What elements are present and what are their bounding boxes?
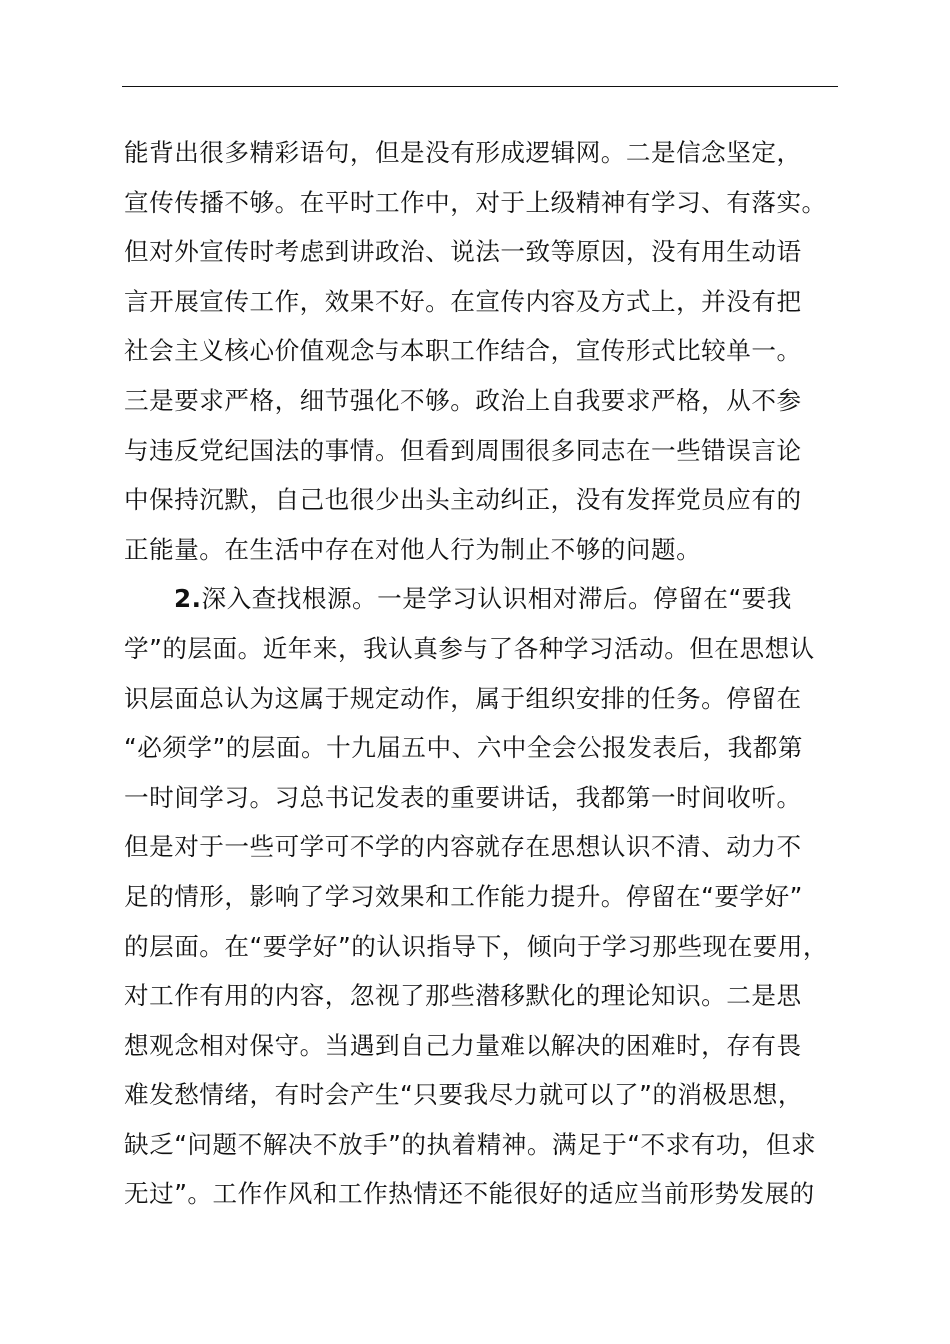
text-line: “必须学”的层面。十九届五中、六中全会公报发表后，我都第 xyxy=(124,733,803,763)
body-text xyxy=(124,128,844,1219)
text-line: 能背出很多精彩语句，但是没有形成逻辑网。二是信念坚定， xyxy=(124,138,802,167)
text-line: 三是要求严格，细节强化不够。政治上自我要求严格，从不参 xyxy=(124,385,802,415)
text-line: 一时间学习。习总书记发表的重要讲话，我都第一时间收听。 xyxy=(124,782,802,812)
text-line: 无过”。工作作风和工作热情还不能很好的适应当前形势发展的 xyxy=(124,1179,815,1209)
text-line: 想观念相对保守。当遇到自己力量难以解决的困难时，存有畏 xyxy=(124,1030,802,1060)
text-line: 宣传传播不够。在平时工作中，对于上级精神有学习、有落实。 xyxy=(124,187,827,217)
text-line: 的层面。在“要学好”的认识指导下，倾向于学习那些现在要用， xyxy=(124,931,829,961)
text-line: 深入查找根源。一是学习认识相对滞后。停留在“要我 xyxy=(201,584,792,614)
text-line: 正能量。在生活中存在对他人行为制止不够的问题。 xyxy=(124,534,702,564)
text-line: 与违反党纪国法的事情。但看到周围很多同志在一些错误言论 xyxy=(124,435,802,465)
section-number: 2. xyxy=(174,584,202,614)
text-line: 难发愁情绪，有时会产生“只要我尽力就可以了”的消极思想， xyxy=(124,1080,803,1110)
paragraph-2-first-line xyxy=(124,574,844,624)
text-line: 但对外宣传时考虑到讲政治、说法一致等原因，没有用生动语 xyxy=(124,237,802,267)
text-line: 中保持沉默，自己也很少出头主动纠正，没有发挥党员应有的 xyxy=(124,485,802,515)
text-line: 缺乏“问题不解决不放手”的执着精神。满足于“不求有功，但求 xyxy=(124,1129,817,1159)
text-line: 识层面总认为这属于规定动作，属于组织安排的任务。停留在 xyxy=(124,683,802,713)
text-line: 言开展宣传工作，效果不好。在宣传内容及方式上，并没有把 xyxy=(124,286,802,316)
text-line: 社会主义核心价值观念与本职工作结合，宣传形式比较单一。 xyxy=(124,336,802,366)
header-rule xyxy=(122,86,838,87)
text-line: 对工作有用的内容，忽视了那些潜移默化的理论知识。二是思 xyxy=(124,981,802,1011)
text-line: 足的情形，影响了学习效果和工作能力提升。停留在“要学好” xyxy=(124,881,803,911)
text-line: 学”的层面。近年来，我认真参与了各种学习活动。但在思想认 xyxy=(124,633,815,663)
text-line: 但是对于一些可学可不学的内容就存在思想认识不清、动力不 xyxy=(124,832,802,862)
